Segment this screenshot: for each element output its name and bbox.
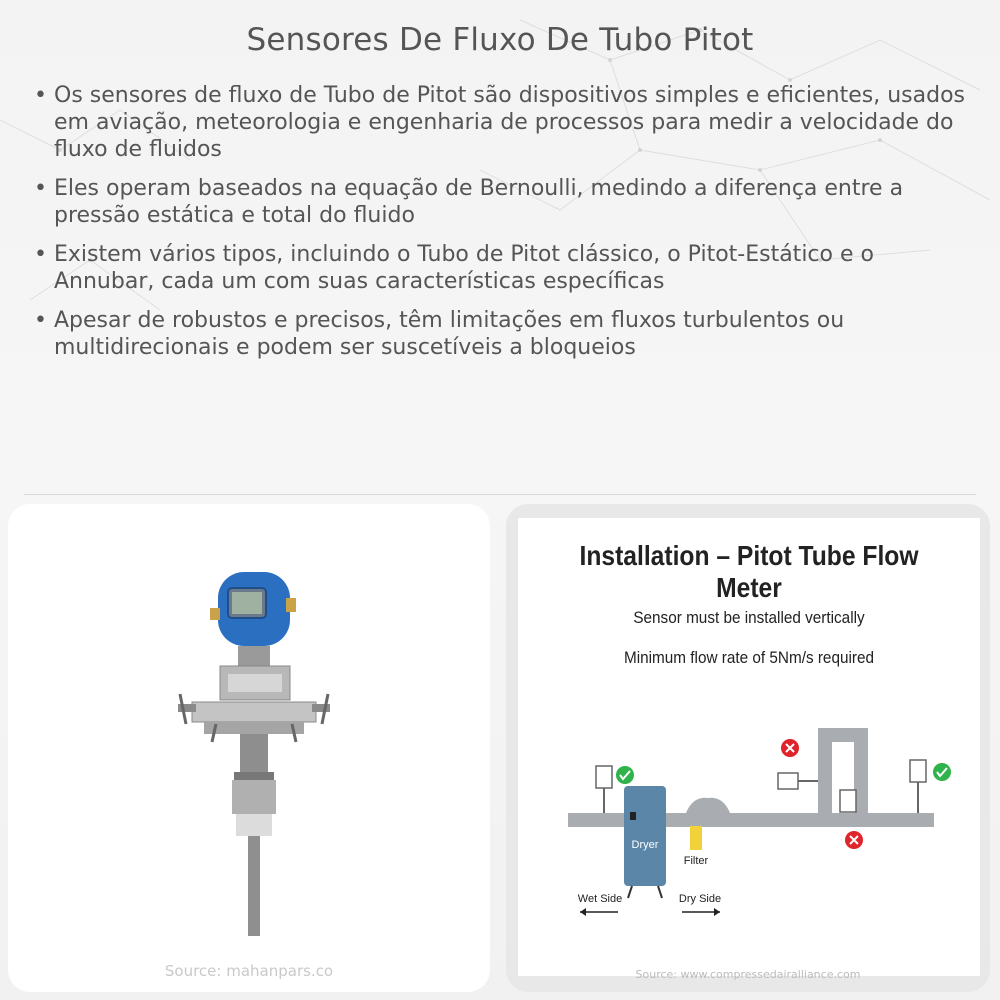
- image-source: Source: www.compressedairalliance.com: [635, 968, 861, 981]
- dryer-unit: [624, 786, 666, 886]
- sensor-image-card: [8, 504, 490, 992]
- filter-label: Filter: [683, 855, 709, 867]
- wet-side-label: Wet Side: [577, 893, 623, 905]
- bullet-text: Os sensores de fluxo de Tubo de Pitot são dispositivos simples e eficientes, usados em aviação, meteorologia e engenharia de processos para medir a velocidade do fluxo de fluidos: [54, 83, 965, 162]
- check-icon: [933, 763, 951, 781]
- diagram-title: Installation – Pitot Tube Flow Meter: [579, 540, 919, 603]
- instruction-flow-rate: Minimum flow rate of 5Nm/s required: [623, 648, 874, 667]
- bullet-marker: •: [34, 242, 47, 267]
- section-divider: [24, 494, 976, 495]
- bullet-text: Apesar de robustos e precisos, têm limitações em fluxos turbulentos ou multidirecionais e podem ser suscetíveis a bloqueios: [54, 308, 845, 360]
- page-title: Sensores De Fluxo De Tubo Pitot: [246, 22, 754, 58]
- pitot-sensor-illustration: [168, 564, 338, 944]
- bullet-marker: •: [34, 308, 47, 333]
- list-item: [34, 241, 974, 295]
- filter-unit: [690, 826, 702, 850]
- dryer-label: Dryer: [631, 839, 659, 851]
- bullet-marker: •: [34, 83, 47, 108]
- list-item: [34, 82, 974, 163]
- diagram-panel: [518, 518, 980, 976]
- check-icon: [616, 766, 634, 784]
- list-item: [34, 307, 974, 361]
- arrow-left-icon: [580, 908, 586, 916]
- bullet-text: Existem vários tipos, incluindo o Tubo de Pitot clássico, o Pitot-Estático e o Annubar, cada um com suas características específicas: [54, 242, 874, 294]
- list-item: [34, 175, 974, 229]
- arrow-right-icon: [714, 908, 720, 916]
- installation-diagram-card: [506, 504, 990, 992]
- dry-side-label: Dry Side: [678, 893, 722, 905]
- instruction-vertical: Sensor must be installed vertically: [633, 608, 865, 627]
- pipe-diagram: [518, 718, 980, 918]
- image-source: Source: mahanpars.co: [164, 962, 334, 980]
- bullet-text: Eles operam baseados na equação de Bernoulli, medindo a diferença entre a pressão estática e total do fluido: [54, 176, 904, 228]
- bullet-list: [34, 82, 974, 373]
- bullet-marker: •: [34, 176, 47, 201]
